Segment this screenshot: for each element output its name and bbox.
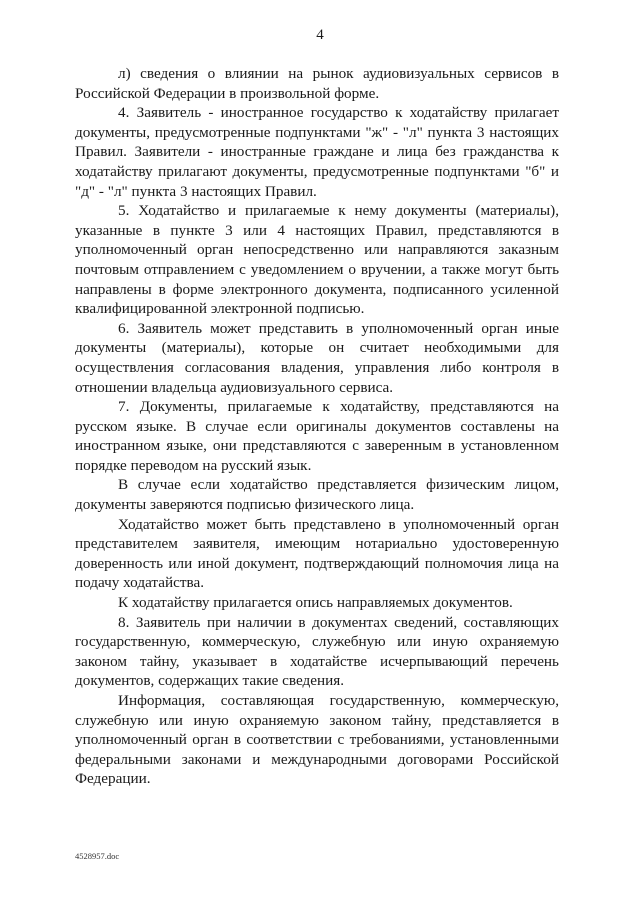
page-number: 4 (316, 27, 324, 43)
document-body (75, 64, 559, 789)
paragraph-clause-7-inventory: К ходатайству прилагается опись направляемых документов. (118, 594, 513, 612)
paragraph-clause-6: 6. Заявитель может представить в уполномоченный орган иные документы (материалы), которые он считает необходимыми для осуществления согласования владения, управления либо контроля в отношении владельца аудиовизуального сервиса. (75, 319, 559, 396)
paragraph-item-l: л) сведения о влиянии на рынок аудиовизуальных сервисов в Российской Федерации в произвольной форме. (75, 65, 559, 102)
paragraph-clause-5: 5. Ходатайство и прилагаемые к нему документы (материалы), указанные в пункте 3 или 4 настоящих Правил, представляются в уполномоченный орган непосредственно или направляются заказным почтовым отправлением с уведомлением о вручении, а также могут быть направлены в форме электронного документа, подписанного усиленной квалифицированной электронной подписью. (75, 202, 559, 318)
paragraph-clause-7-representative: Ходатайство может быть представлено в уполномоченный орган представителем заявителя, имеющим нотариально удостоверенную доверенность или иной документ, подтверждающий полномочия лица на подачу ходатайства. (75, 515, 559, 592)
paragraph-clause-7-individual: В случае если ходатайство представляется физическим лицом, документы заверяются подписью физического лица. (75, 476, 559, 514)
paragraph-clause-7: 7. Документы, прилагаемые к ходатайству, представляются на русском языке. В случае если оригиналы документов составлены на иностранном языке, они представляются с заверенным в установленном порядке переводом на русский язык. (75, 398, 559, 474)
paragraph-clause-4: 4. Заявитель - иностранное государство к ходатайству прилагает документы, предусмотренные подпунктами "ж" - "л" пункта 3 настоящих Правил. Заявители - иностранные граждане и лица без гражданства к ходатайству прилагают документы, предусмотренные подпунктами "б" и "д" - "л" пункта 3 настоящих Правил. (75, 104, 559, 200)
paragraph-clause-8-secret-info: Информация, составляющая государственную, коммерческую, служебную или иную охраняемую законом тайну, представляется в уполномоченный орган в соответствии с требованиями, установленными федеральными законами и международными договорами Российской Федерации. (75, 692, 559, 788)
paragraph-clause-8: 8. Заявитель при наличии в документах сведений, составляющих государственную, коммерческую, служебную или иную охраняемую законом тайну, указывает в ходатайстве исчерпывающий перечень документов, содержащих такие сведения. (75, 613, 559, 690)
footer-file-code: 4528957.doc (75, 851, 120, 861)
